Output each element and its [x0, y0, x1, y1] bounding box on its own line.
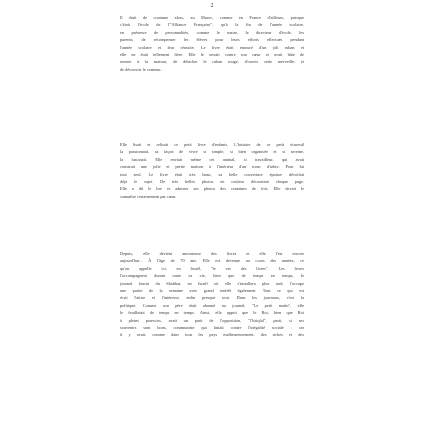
text-line: connaître certainement par cœur. — [120, 193, 177, 199]
text-line: elle en était tellement fière. Elle le serrait contre son cœur et avait hâte de — [120, 51, 304, 57]
text-line: une partie de la semaine avec grand intérêt également. Tout ce qui est — [120, 287, 304, 293]
text-line: déjà le sujet. De très belles photos en couleur décoraient chaque page. — [120, 178, 304, 184]
text-line: souvenirs sont bons, communiste qui luttait contre l'inégalité sociale : car — [120, 324, 304, 330]
paragraph-3 — [120, 250, 304, 339]
text-line: Depuis, elle devient amoureuse des livres et elle l'est encore — [120, 251, 304, 256]
text-line: politique. Comme son père était abonné au journal, "Le petit matin", elle — [120, 302, 304, 308]
text-line: l'année scolaire et leur réussite. Le livre était entouré d'un joli ruban et — [120, 44, 304, 50]
text-line: Il était de coutume alors, au Maroc, comme en France d'ailleurs, puisque — [120, 15, 304, 20]
text-line: construit une jolie et petite maison à l'intérieur d'un tronc d'arbre. Pour lui — [120, 164, 304, 170]
text-line: le feuilletait de temps en temps. Ainsi, elle apprit que le Roi, bien que Roi — [120, 310, 304, 316]
paragraph-1 — [120, 14, 304, 73]
text-line: il y avait, comme dans tous les pays malheureusement, des riches et des — [120, 332, 304, 338]
text-line: Elle a dû le lire et admirer ses photos des centaines de fois. Elle devait le — [120, 186, 304, 192]
text-line: la fascinait. Elle enviait même cet animal, si travailleur, qui avait — [120, 156, 304, 162]
paragraph-2 — [120, 141, 304, 200]
text-line: aujourd'hui... À l'âge de 70 ans. Elle est devenue au cours des années, ce — [120, 258, 304, 264]
text-line: écrit l'attire et l'intéresse, enfin presque tout. Dans les journaux, c'est la — [120, 295, 304, 301]
text-line: rentrer à la maison, de détacher le ruban rouge, d'ouvrir cette merveille, et — [120, 59, 304, 65]
page-number: 2 — [210, 3, 214, 9]
text-line: tout seul. Le livre était très beau, sa belle couverture épaisse dévoilait — [120, 171, 304, 177]
text-line: l'accompagnent durant toute sa vie, bien que de temps en temps, le — [120, 273, 304, 279]
text-line: la passionnait, sa façon de vivre si simple, si bien organisée et si sereine, — [120, 149, 304, 155]
text-line: qu'on appelle ici, en Israël, "le ver des livres". Les livres — [120, 265, 304, 271]
text-line: journal fourni du Shabbat, en Israël où elle s'installera plus tard, l'occupe — [120, 280, 304, 286]
text-line: c'était l'école de l'"Alliance Française", qu'à la fin de l'année scolaire, — [120, 22, 304, 28]
text-line: en présence de personnalités, comme le maire, le directeur d'école, les — [120, 29, 304, 35]
text-line: Elle lisait et relisait ce petit livre d'enfants. L'histoire de ce petit écureuil — [120, 142, 304, 147]
text-line: de découvrir le contenu. — [120, 66, 162, 72]
text-line: parents, de récompenser les élèves pour leurs efforts effectués pendant — [120, 37, 304, 43]
text-line: à pleins pouvoirs, avait un parti de l'opposition, "l'Istiqlal", parti, si ses — [120, 317, 304, 323]
